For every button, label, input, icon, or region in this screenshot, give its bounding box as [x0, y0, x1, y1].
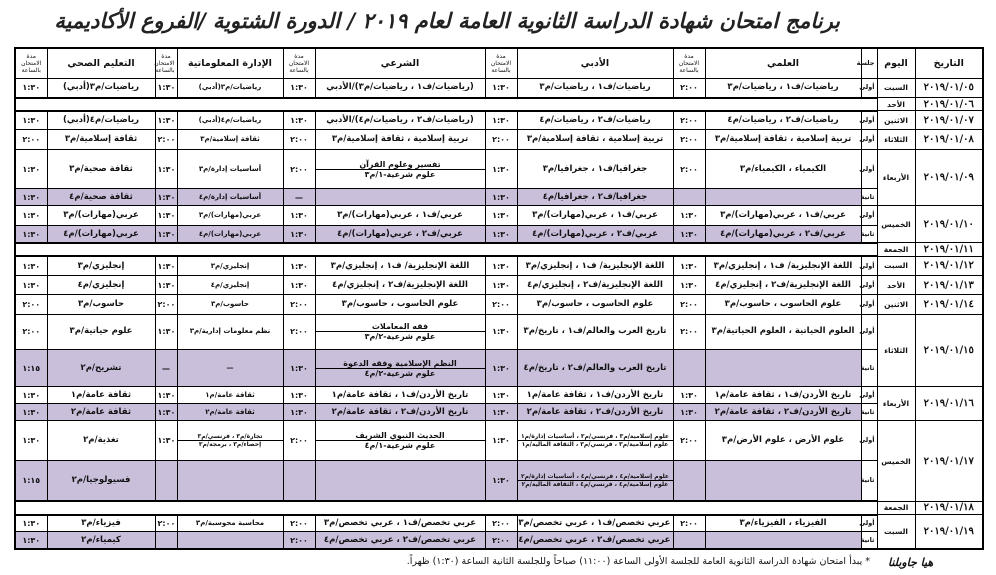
duration-cell: ١:٣٠ — [15, 78, 47, 98]
duration-cell: ١:٣٠ — [155, 78, 177, 98]
schedule-body — [15, 78, 983, 549]
date-cell: ٢٠١٩/٠١/٠٩ — [915, 149, 983, 206]
sharia-cell: اللغة الإنجليزية/ف٢ ، إنجليزي/م٤ — [315, 276, 485, 294]
scientific-cell: اللغة الإنجليزية/ ف١ ، إنجليزي/م٣ — [705, 256, 861, 276]
duration-cell: — — [155, 350, 177, 387]
literary-cell: عربي/ف٢ ، عربي(مهارات)/م٤ — [517, 226, 673, 243]
literary-cell: تاريخ الأردن/ف١ ، ثقافة عامة/م١ — [517, 387, 673, 404]
date-cell: ٢٠١٩/٠١/١٦ — [915, 387, 983, 421]
duration-cell: ١:٣٠ — [673, 256, 705, 276]
sharia-cell — [315, 460, 485, 501]
duration-cell: ١:٣٠ — [485, 387, 517, 404]
sharia-cell: تاريخ الأردن/ف١ ، ثقافة عامة/م١ — [315, 387, 485, 404]
separator-row — [15, 243, 983, 256]
duration-cell: ١:٣٠ — [283, 206, 315, 226]
day-cell: الأربعاء — [877, 387, 915, 421]
duration-cell: ١:٣٠ — [15, 206, 47, 226]
date-cell: ٢٠١٩/٠١/١٧ — [915, 421, 983, 501]
day-cell: الاثنين — [877, 294, 915, 314]
day-cell: السبت — [877, 515, 915, 549]
sharia-cell: عربي تخصص/ف٢ ، عربي تخصص/م٤ — [315, 532, 485, 549]
date-cell: ٢٠١٩/٠١/١٢ — [915, 256, 983, 276]
table-row — [15, 276, 983, 294]
date-cell: ٢٠١٩/٠١/١٣ — [915, 276, 983, 294]
duration-cell: ١:٣٠ — [15, 111, 47, 129]
table-row — [15, 515, 983, 532]
table-row — [15, 129, 983, 149]
scientific-cell: علوم الحاسوب ، حاسوب/م٣ — [705, 294, 861, 314]
duration-cell: ١:٣٠ — [485, 404, 517, 421]
duration-cell: ١:٣٠ — [673, 276, 705, 294]
scientific-cell: تاريخ الأردن/ف٢ ، ثقافة عامة/م٢ — [705, 404, 861, 421]
duration-cell: ٢:٠٠ — [485, 515, 517, 532]
health-cell: رياضيات/م٣(أدبي) — [47, 78, 155, 98]
session-cell: ثانية — [861, 226, 877, 243]
day-cell: الأربعاء — [877, 149, 915, 206]
scientific-cell: الفيزياء ، الفيزياء/م٣ — [705, 515, 861, 532]
duration-cell: ١:٣٠ — [15, 387, 47, 404]
table-row — [15, 404, 983, 421]
header-duration: مدة الامتحان بالساعة — [485, 48, 517, 78]
health-cell: كيمياء/م٢ — [47, 532, 155, 549]
scientific-cell: تاريخ الأردن/ف١ ، ثقافة عامة/م١ — [705, 387, 861, 404]
health-cell: ثقافة صحية/م٣ — [47, 149, 155, 189]
table-row — [15, 78, 983, 98]
duration-cell: ١:١٥ — [15, 350, 47, 387]
duration-cell: ١:١٥ — [15, 460, 47, 501]
duration-cell: ١:٣٠ — [155, 421, 177, 461]
duration-cell: ١:٣٠ — [485, 350, 517, 387]
it-management-cell: محاسبة محوسبة/م٣ — [177, 515, 283, 532]
session-cell: ثانية — [861, 189, 877, 206]
duration-cell: ٢:٠٠ — [283, 421, 315, 461]
it-management-cell: أساسيات إدارة/م٤ — [177, 189, 283, 206]
duration-cell — [673, 189, 705, 206]
it-management-cell: ثقافة عامة/م٢ — [177, 404, 283, 421]
scientific-cell: تربية إسلامية ، ثقافة إسلامية/م٣ — [705, 129, 861, 149]
duration-cell: ٢:٠٠ — [283, 314, 315, 350]
session-cell: أولى — [861, 387, 877, 404]
duration-cell: ١:٣٠ — [155, 149, 177, 189]
duration-cell: ٢:٠٠ — [155, 515, 177, 532]
literary-cell: تاريخ الأردن/ف٢ ، ثقافة عامة/م٢ — [517, 404, 673, 421]
duration-cell: ٢:٠٠ — [673, 78, 705, 98]
duration-cell: ١:٣٠ — [673, 387, 705, 404]
sharia-cell: تاريخ الأردن/ف٢ ، ثقافة عامة/م٢ — [315, 404, 485, 421]
date-cell: ٢٠١٩/٠١/١٤ — [915, 294, 983, 314]
date-cell: ٢٠١٩/٠١/٠٧ — [915, 111, 983, 129]
day-cell: السبت — [877, 256, 915, 276]
table-row — [15, 294, 983, 314]
sharia-cell: تربية إسلامية ، ثقافة إسلامية/م٣ — [315, 129, 485, 149]
duration-cell: ٢:٠٠ — [283, 515, 315, 532]
date-cell: ٢٠١٩/٠١/٠٦ — [915, 98, 983, 111]
day-cell: الخميس — [877, 206, 915, 243]
sharia-cell — [315, 421, 485, 461]
table-row — [15, 226, 983, 243]
health-cell: تغذية/م٢ — [47, 421, 155, 461]
literary-cell: عربي/ف١ ، عربي(مهارات)/م٣ — [517, 206, 673, 226]
duration-cell: ١:٣٠ — [155, 189, 177, 206]
scientific-cell: اللغة الإنجليزية/ف٢ ، إنجليزي/م٤ — [705, 276, 861, 294]
sharia-cell — [315, 149, 485, 189]
duration-cell: ١:٣٠ — [283, 350, 315, 387]
day-cell: الجمعة — [877, 243, 915, 256]
duration-cell: ١:٣٠ — [283, 404, 315, 421]
duration-cell: ١:٣٠ — [485, 256, 517, 276]
duration-cell: ٢:٠٠ — [673, 149, 705, 189]
session-cell: أولى — [861, 206, 877, 226]
page-title: برنامج امتحان شهادة الدراسة الثانوية العامة لعام ٢٠١٩ / الدورة الشتوية /الفروع الأكاديمية — [54, 8, 840, 33]
it-management-cell: — — [177, 350, 283, 387]
literary-cell: اللغة الإنجليزية/ ف١ ، إنجليزي/م٣ — [517, 256, 673, 276]
literary-cell-part: علوم إسلامية/م٣ ، فرنسي/م٣ ، الثقافة المالية/م١ — [518, 440, 673, 448]
it-management-cell-part: إحصاء/م٣ ، برمجة/م٣ — [178, 440, 283, 448]
session-cell: أولى — [861, 294, 877, 314]
session-cell: أولى — [861, 276, 877, 294]
scientific-cell: رياضيات/ف٢ ، رياضيات/م٤ — [705, 111, 861, 129]
duration-cell: ٢:٠٠ — [15, 314, 47, 350]
literary-cell: علوم الحاسوب ، حاسوب/م٣ — [517, 294, 673, 314]
session-cell: ثانية — [861, 460, 877, 501]
day-cell: الأحد — [877, 98, 915, 111]
scientific-cell: عربي/ف١ ، عربي(مهارات)/م٣ — [705, 206, 861, 226]
date-cell: ٢٠١٩/٠١/١٠ — [915, 206, 983, 243]
duration-cell: ١:٣٠ — [15, 532, 47, 549]
sharia-cell-part: الحديث النبوي الشريف — [355, 431, 445, 441]
it-management-cell: رياضيات/م٤(أدبي) — [177, 111, 283, 129]
empty-cell — [15, 98, 877, 111]
header-literary: الأدبي — [517, 48, 673, 78]
duration-cell — [283, 460, 315, 501]
it-management-cell-part: تجارة/م٣ ، فرنسي/م٣ — [197, 433, 263, 441]
sharia-cell-part: علوم شرعية-١/م٤ — [316, 440, 485, 450]
it-management-cell — [177, 460, 283, 501]
sharia-cell: علوم الحاسوب ، حاسوب/م٣ — [315, 294, 485, 314]
duration-cell: ١:٣٠ — [283, 256, 315, 276]
duration-cell: ١:٣٠ — [15, 189, 47, 206]
duration-cell: — — [283, 189, 315, 206]
scientific-cell: علوم الأرض ، علوم الأرض/م٣ — [705, 421, 861, 461]
sharia-cell: (رياضيات/ف١ ، رياضيات/م٣)/الأدبي — [315, 78, 485, 98]
health-cell: إنجليزي/م٤ — [47, 276, 155, 294]
sharia-cell — [315, 314, 485, 350]
duration-cell: ١:٣٠ — [155, 256, 177, 276]
health-cell: ثقافة إسلامية/م٣ — [47, 129, 155, 149]
duration-cell — [673, 350, 705, 387]
sharia-cell-part: تفسير وعلوم القرآن — [359, 159, 441, 169]
header-health: التعليم الصحي — [47, 48, 155, 78]
date-cell: ٢٠١٩/٠١/١٨ — [915, 501, 983, 514]
scientific-cell: الكيمياء ، الكيمياء/م٣ — [705, 149, 861, 189]
health-cell: ثقافة عامة/م٢ — [47, 404, 155, 421]
date-cell: ٢٠١٩/٠١/٠٥ — [915, 78, 983, 98]
sharia-cell — [315, 189, 485, 206]
duration-cell: ١:٣٠ — [15, 226, 47, 243]
header-day: اليوم — [877, 48, 915, 78]
duration-cell: ٢:٠٠ — [283, 294, 315, 314]
literary-cell: تاريخ العرب والعالم/ف١ ، تاريخ/م٣ — [517, 314, 673, 350]
duration-cell: ١:٣٠ — [15, 276, 47, 294]
it-management-cell — [177, 421, 283, 461]
literary-cell — [517, 421, 673, 461]
table-row — [15, 532, 983, 549]
session-cell: أولى — [861, 78, 877, 98]
table-row — [15, 350, 983, 387]
literary-cell-part: علوم إسلامية/م٣ ، فرنسي/م٣ ، أساسيات إدارة/م١ — [520, 433, 670, 441]
it-management-cell: عربي(مهارات)/م٤ — [177, 226, 283, 243]
health-cell: ثقافة صحية/م٤ — [47, 189, 155, 206]
day-cell: الجمعة — [877, 501, 915, 514]
session-cell: ثانية — [861, 350, 877, 387]
it-management-cell: ثقافة عامة/م١ — [177, 387, 283, 404]
health-cell: فيزياء/م٣ — [47, 515, 155, 532]
duration-cell — [673, 532, 705, 549]
scientific-cell — [705, 189, 861, 206]
sharia-cell: (رياضيات/ف٢ ، رياضيات/م٤)/الأدبي — [315, 111, 485, 129]
session-cell: أولى — [861, 515, 877, 532]
duration-cell: ١:٣٠ — [485, 149, 517, 189]
duration-cell — [673, 460, 705, 501]
health-cell: عربي(مهارات)/م٣ — [47, 206, 155, 226]
duration-cell: ٢:٠٠ — [485, 129, 517, 149]
empty-cell — [15, 501, 877, 514]
duration-cell: ٢:٠٠ — [155, 129, 177, 149]
separator-row — [15, 501, 983, 514]
duration-cell: ١:٣٠ — [15, 256, 47, 276]
duration-cell: ١:٣٠ — [485, 421, 517, 461]
scientific-cell — [705, 350, 861, 387]
day-cell: الأحد — [877, 276, 915, 294]
duration-cell: ١:٣٠ — [155, 387, 177, 404]
session-cell: أولى — [861, 314, 877, 350]
duration-cell: ٢:٠٠ — [485, 532, 517, 549]
session-cell: أولى — [861, 421, 877, 461]
session-cell: ثانية — [861, 404, 877, 421]
duration-cell: ١:٣٠ — [485, 460, 517, 501]
header-duration: مدة الامتحان بالساعة — [155, 48, 177, 78]
duration-cell: ١:٣٠ — [673, 226, 705, 243]
header-scientific: العلمي — [705, 48, 861, 78]
duration-cell: ٢:٠٠ — [673, 515, 705, 532]
exam-schedule-table — [14, 47, 984, 550]
header-it-management: الإدارة المعلوماتية — [177, 48, 283, 78]
duration-cell: ٢:٠٠ — [485, 294, 517, 314]
duration-cell: ٢:٠٠ — [673, 129, 705, 149]
session-cell: أولى — [861, 256, 877, 276]
duration-cell: ١:٣٠ — [155, 226, 177, 243]
duration-cell: ٢:٠٠ — [283, 532, 315, 549]
literary-cell: اللغة الإنجليزية/ف٢ ، إنجليزي/م٤ — [517, 276, 673, 294]
it-management-cell: نظم معلومات إدارية/م٣ — [177, 314, 283, 350]
session-cell: ثانية — [861, 532, 877, 549]
duration-cell: ١:٣٠ — [485, 111, 517, 129]
duration-cell: ١:٣٠ — [485, 314, 517, 350]
it-management-cell — [177, 532, 283, 549]
duration-cell: ٢:٠٠ — [673, 111, 705, 129]
scientific-cell — [705, 460, 861, 501]
duration-cell: ١:٣٠ — [155, 404, 177, 421]
duration-cell: ٢:٠٠ — [283, 129, 315, 149]
duration-cell: ٢:٠٠ — [155, 294, 177, 314]
header-duration: مدة الامتحان بالساعة — [673, 48, 705, 78]
session-cell: أولى — [861, 111, 877, 129]
duration-cell: ١:٣٠ — [155, 314, 177, 350]
sharia-cell — [315, 350, 485, 387]
header-row — [15, 48, 983, 78]
duration-cell: ١:٣٠ — [15, 404, 47, 421]
session-cell: أولى — [861, 149, 877, 189]
health-cell: فسيولوجيا/م٢ — [47, 460, 155, 501]
sharia-cell-part: علوم شرعية-١/م٣ — [316, 169, 485, 179]
duration-cell: ١:٣٠ — [485, 276, 517, 294]
duration-cell: ٢:٠٠ — [15, 129, 47, 149]
duration-cell: ١:٣٠ — [15, 421, 47, 461]
day-cell: الثلاثاء — [877, 314, 915, 387]
sharia-cell-part: النظم الإسلامية وفقه الدعوة — [343, 358, 457, 368]
scientific-cell: رياضيات/ف١ ، رياضيات/م٣ — [705, 78, 861, 98]
health-cell: عربي(مهارات)/م٤ — [47, 226, 155, 243]
literary-cell: جغرافيا/ف٢ ، جغرافيا/م٤ — [517, 189, 673, 206]
health-cell: إنجليزي/م٣ — [47, 256, 155, 276]
scientific-cell: العلوم الحياتية ، العلوم الحياتية/م٣ — [705, 314, 861, 350]
scientific-cell — [705, 532, 861, 549]
table-row — [15, 460, 983, 501]
health-cell: حاسوب/م٣ — [47, 294, 155, 314]
it-management-cell: عربي(مهارات)/م٣ — [177, 206, 283, 226]
day-cell: الاثنين — [877, 111, 915, 129]
health-cell: علوم حياتية/م٣ — [47, 314, 155, 350]
duration-cell: ١:٣٠ — [283, 78, 315, 98]
empty-cell — [15, 243, 877, 256]
scientific-cell: عربي/ف٢ ، عربي(مهارات)/م٤ — [705, 226, 861, 243]
table-row — [15, 387, 983, 404]
session-cell: أولى — [861, 129, 877, 149]
duration-cell: ١:٣٠ — [485, 206, 517, 226]
sharia-cell: عربي/ف٢ ، عربي(مهارات)/م٤ — [315, 226, 485, 243]
it-management-cell: ثقافة إسلامية/م٣ — [177, 129, 283, 149]
footnote: * يبدأ امتحان شهادة الدراسة الثانوية العامة للجلسة الأولى الساعة (١١:٠٠) صباحاً وللجلسة الثانية الساعة (١:٣٠) ظهراً. — [406, 556, 870, 567]
duration-cell: ١:٣٠ — [283, 226, 315, 243]
duration-cell — [155, 532, 177, 549]
duration-cell: ٢:٠٠ — [15, 294, 47, 314]
sharia-cell: عربي تخصص/ف١ ، عربي تخصص/م٣ — [315, 515, 485, 532]
separator-row — [15, 98, 983, 111]
literary-cell-part: علوم إسلامية/م٤ ، فرنسي/م٤ ، أساسيات إدارة/م٢ — [520, 473, 670, 481]
literary-cell: رياضيات/ف٢ ، رياضيات/م٤ — [517, 111, 673, 129]
day-cell: السبت — [877, 78, 915, 98]
duration-cell: ١:٣٠ — [15, 515, 47, 532]
date-cell: ٢٠١٩/٠١/١١ — [915, 243, 983, 256]
duration-cell: ٢:٠٠ — [673, 314, 705, 350]
day-cell: الثلاثاء — [877, 129, 915, 149]
duration-cell: ١:٣٠ — [485, 226, 517, 243]
duration-cell — [155, 460, 177, 501]
duration-cell: ١:٣٠ — [283, 276, 315, 294]
table-row — [15, 256, 983, 276]
table-row — [15, 314, 983, 350]
table-row — [15, 421, 983, 461]
sharia-cell-part: علوم شرعية-٢/م٤ — [316, 368, 485, 378]
it-management-cell: حاسوب/م٣ — [177, 294, 283, 314]
date-cell: ٢٠١٩/٠١/١٩ — [915, 515, 983, 549]
duration-cell: ١:٣٠ — [485, 189, 517, 206]
literary-cell: رياضيات/ف١ ، رياضيات/م٣ — [517, 78, 673, 98]
duration-cell: ١:٣٠ — [283, 387, 315, 404]
duration-cell: ٢:٠٠ — [673, 294, 705, 314]
literary-cell: تربية إسلامية ، ثقافة إسلامية/م٣ — [517, 129, 673, 149]
health-cell: رياضيات/م٤(أدبي) — [47, 111, 155, 129]
duration-cell: ١:٣٠ — [283, 111, 315, 129]
duration-cell: ١:٣٠ — [155, 276, 177, 294]
duration-cell: ١:٣٠ — [155, 206, 177, 226]
literary-cell: عربي تخصص/ف١ ، عربي تخصص/م٣ — [517, 515, 673, 532]
duration-cell: ١:٣٠ — [485, 78, 517, 98]
brand-logo: هيا جاوبلنا — [888, 556, 934, 569]
duration-cell: ٢:٠٠ — [673, 421, 705, 461]
table-row — [15, 189, 983, 206]
it-management-cell: رياضيات/م٣(أدبي) — [177, 78, 283, 98]
it-management-cell: إنجليزي/م٤ — [177, 276, 283, 294]
sharia-cell-part: فقه المعاملات — [371, 322, 429, 332]
sharia-cell: عربي/ف١ ، عربي(مهارات)/م٣ — [315, 206, 485, 226]
header-sharia: الشرعي — [315, 48, 485, 78]
literary-cell-part: علوم إسلامية/م٤ ، فرنسي/م٤ ، الثقافة المالية/م٢ — [518, 480, 673, 488]
duration-cell: ١:٣٠ — [673, 206, 705, 226]
table-row — [15, 206, 983, 226]
it-management-cell: أساسيات إدارة/م٣ — [177, 149, 283, 189]
duration-cell: ١:٣٠ — [673, 404, 705, 421]
table-row — [15, 149, 983, 189]
literary-cell — [517, 460, 673, 501]
table-row — [15, 111, 983, 129]
sharia-cell: اللغة الإنجليزية/ ف١ ، إنجليزي/م٣ — [315, 256, 485, 276]
header-duration: مدة الامتحان بالساعة — [283, 48, 315, 78]
header-session: جلسة — [861, 48, 877, 78]
it-management-cell: إنجليزي/م٣ — [177, 256, 283, 276]
duration-cell: ٢:٠٠ — [283, 149, 315, 189]
header-duration: مدة الامتحان بالساعة — [15, 48, 47, 78]
date-cell: ٢٠١٩/٠١/٠٨ — [915, 129, 983, 149]
health-cell: تشريح/م٢ — [47, 350, 155, 387]
literary-cell: عربي تخصص/ف٢ ، عربي تخصص/م٤ — [517, 532, 673, 549]
literary-cell: تاريخ العرب والعالم/ف٢ ، تاريخ/م٤ — [517, 350, 673, 387]
literary-cell: جغرافيا/ف١ ، جغرافيا/م٣ — [517, 149, 673, 189]
day-cell: الخميس — [877, 421, 915, 501]
duration-cell: ١:٣٠ — [15, 149, 47, 189]
date-cell: ٢٠١٩/٠١/١٥ — [915, 314, 983, 387]
health-cell: ثقافة عامة/م١ — [47, 387, 155, 404]
sharia-cell-part: علوم شرعية-٢/م٣ — [316, 331, 485, 341]
duration-cell: ١:٣٠ — [155, 111, 177, 129]
header-date: التاريخ — [915, 48, 983, 78]
